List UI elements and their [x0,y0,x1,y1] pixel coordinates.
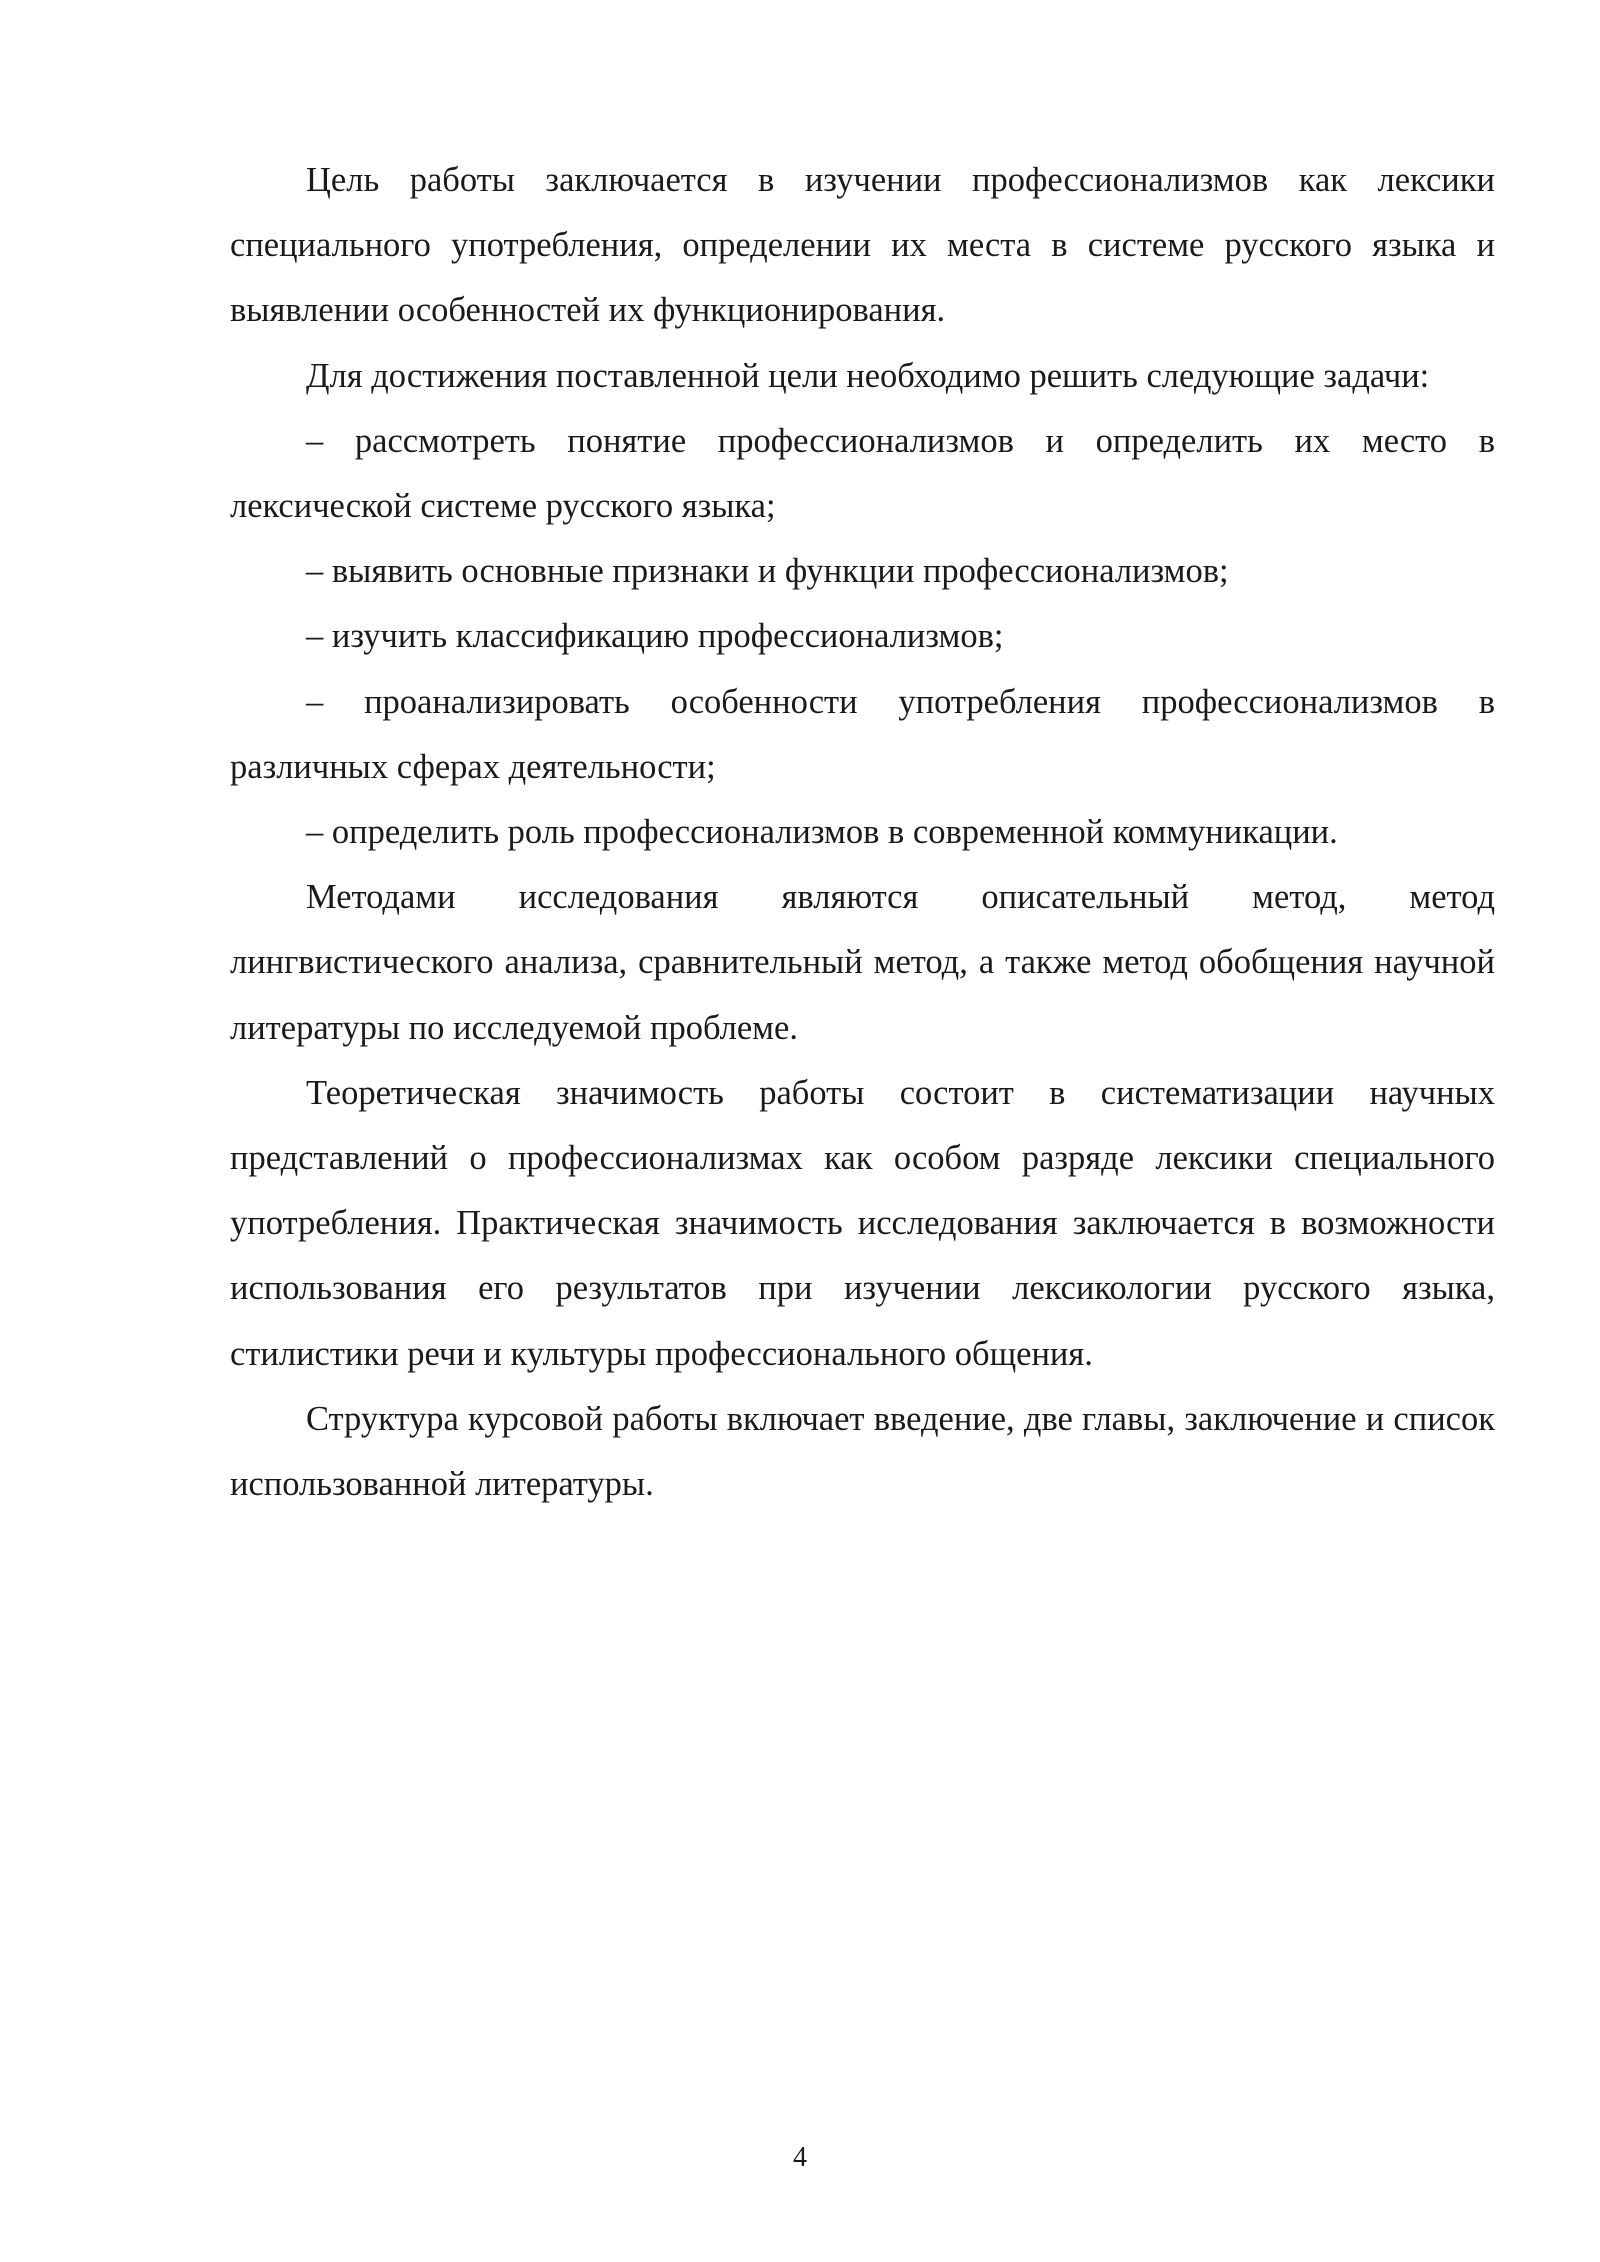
task-item: – изучить классификацию профессионализмов; [306,617,1004,656]
page-number: 4 [793,2142,807,2173]
page-body [230,148,1495,1517]
methods-paragraph: Методами исследования являются описательный метод, метод лингвистического анализа, сравнительный метод, а также метод обобщения научной литературы по исследуемой проблеме. [230,878,1495,1047]
task-item: – выявить основные признаки и функции профессионализмов; [306,552,1229,591]
significance-paragraph: Теоретическая значимость работы состоит в систематизации научных представлений о профессионализмах как особом разряде лексики специального употребления. Практическая значимость исследования заключается в возможности использования его результатов при изучении лексикологии русского языка, стилистики речи и культуры профессионального общения. [230,1073,1495,1373]
tasks-intro-paragraph: Для достижения поставленной цели необходимо решить следующие задачи: [306,356,1430,395]
task-item: – определить роль профессионализмов в современной коммуникации. [306,813,1338,852]
task-item: – рассмотреть понятие профессионализмов и определить их место в лексической системе русского языка; [230,421,1495,526]
task-item: – проанализировать особенности употребления профессионализмов в различных сферах деятельности; [230,682,1495,786]
structure-paragraph: Структура курсовой работы включает введение, две главы, заключение и список использованной литературы. [230,1399,1495,1504]
goal-paragraph: Цель работы заключается в изучении профессионализмов как лексики специального употребления, определении их места в системе русского языка и выявлении особенностей их функционирования. [230,161,1495,330]
